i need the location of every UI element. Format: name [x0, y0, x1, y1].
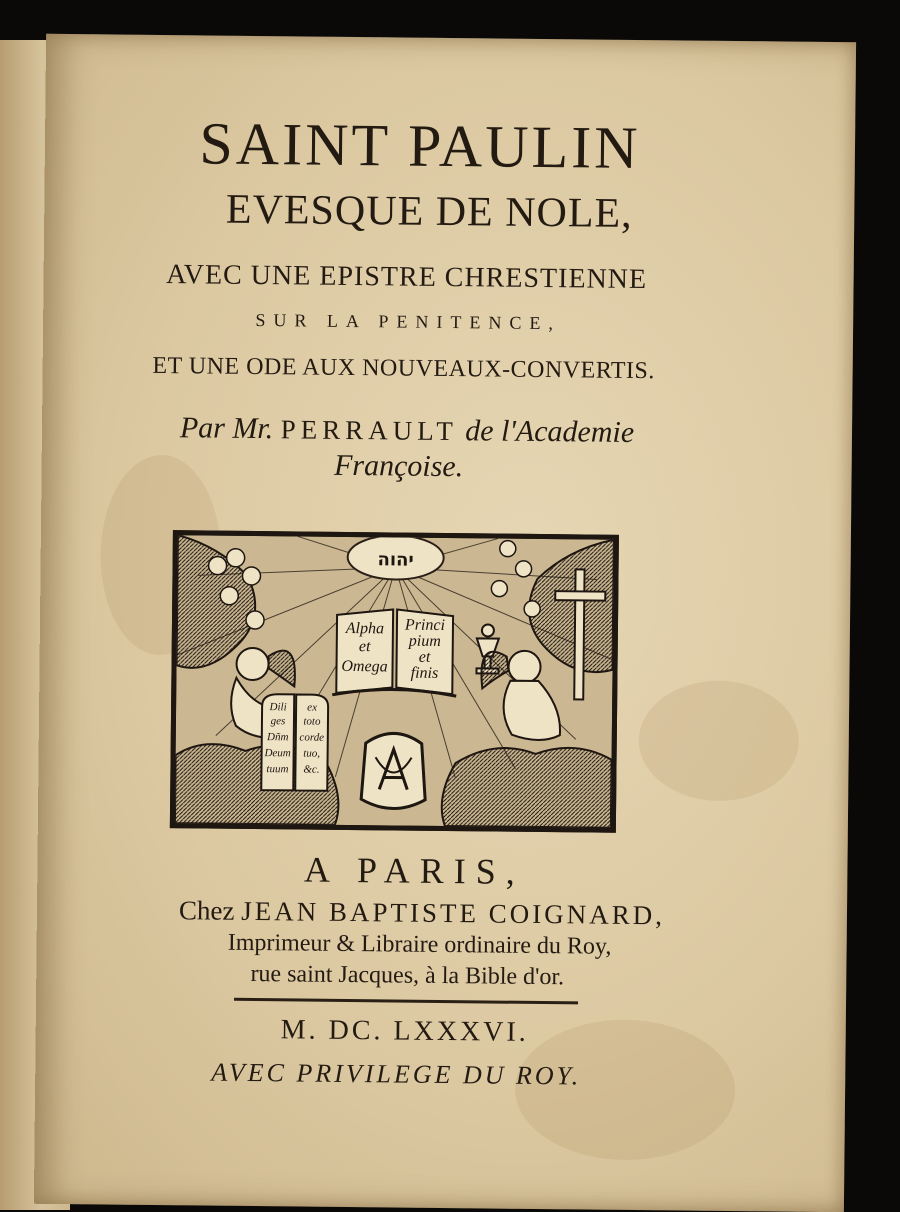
tablet-left-line: ges: [270, 715, 286, 728]
author-prefix: Par Mr.: [179, 411, 274, 446]
book-left-line: Alpha: [345, 619, 385, 638]
book-right-line: pium: [408, 632, 441, 650]
printer-address: rue saint Jacques, à la Bible d'or.: [250, 960, 565, 991]
woodcut-illustration: [170, 530, 619, 833]
title-line-ode: ET UNE ODE AUX NOUVEAUX-CONVERTIS.: [152, 352, 655, 385]
author-suffix: de l'Academie: [465, 414, 635, 449]
title-line-epistre: AVEC UNE EPISTRE CHRESTIENNE: [166, 259, 648, 296]
publication-year: M. DC. LXXXVI.: [280, 1014, 529, 1048]
tablet-left-line: Dñm: [267, 731, 289, 744]
tablet-right-line: &c.: [303, 763, 320, 776]
royal-privilege: AVEC PRIVILEGE DU ROY.: [211, 1057, 582, 1091]
book-subtitle: EVESQUE DE NOLE,: [225, 186, 633, 237]
book-right-line: et: [418, 648, 431, 666]
author-academy: Françoise.: [333, 448, 464, 484]
printer-prefix: Chez: [178, 895, 235, 926]
imprint-place: A PARIS,: [303, 849, 525, 892]
monogram-cartouche-icon: [361, 733, 426, 809]
printer-name: JEAN BAPTISTE COIGNARD,: [241, 895, 666, 931]
hebrew-tetragrammaton: יהוה: [377, 549, 414, 571]
book-left-line: et: [358, 638, 371, 656]
divider-rule: [234, 998, 578, 1005]
book-right-line: Princi: [404, 616, 446, 634]
tablet-left-line: tuum: [266, 763, 289, 776]
tablet-right-line: toto: [303, 715, 321, 728]
printer-line: [17, 894, 827, 933]
author-line: [2, 409, 812, 451]
tablet-left-line: Deum: [264, 747, 291, 760]
tablet-left-line: Dili: [269, 701, 287, 714]
book-title: SAINT PAULIN: [199, 110, 641, 182]
title-page: [34, 34, 856, 1212]
author-name: PERRAULT: [280, 414, 458, 447]
book-left-line: Omega: [341, 657, 388, 676]
book-right-line: finis: [410, 664, 439, 682]
title-line-penitence: SUR LA PENITENCE,: [255, 309, 562, 334]
woodcut-engraving: [175, 535, 614, 828]
tablet-right-line: ex: [307, 701, 318, 714]
tablet-right-line: tuo,: [303, 747, 321, 760]
tablet-right-line: corde: [299, 731, 325, 744]
printer-title: Imprimeur & Libraire ordinaire du Roy,: [227, 929, 612, 960]
